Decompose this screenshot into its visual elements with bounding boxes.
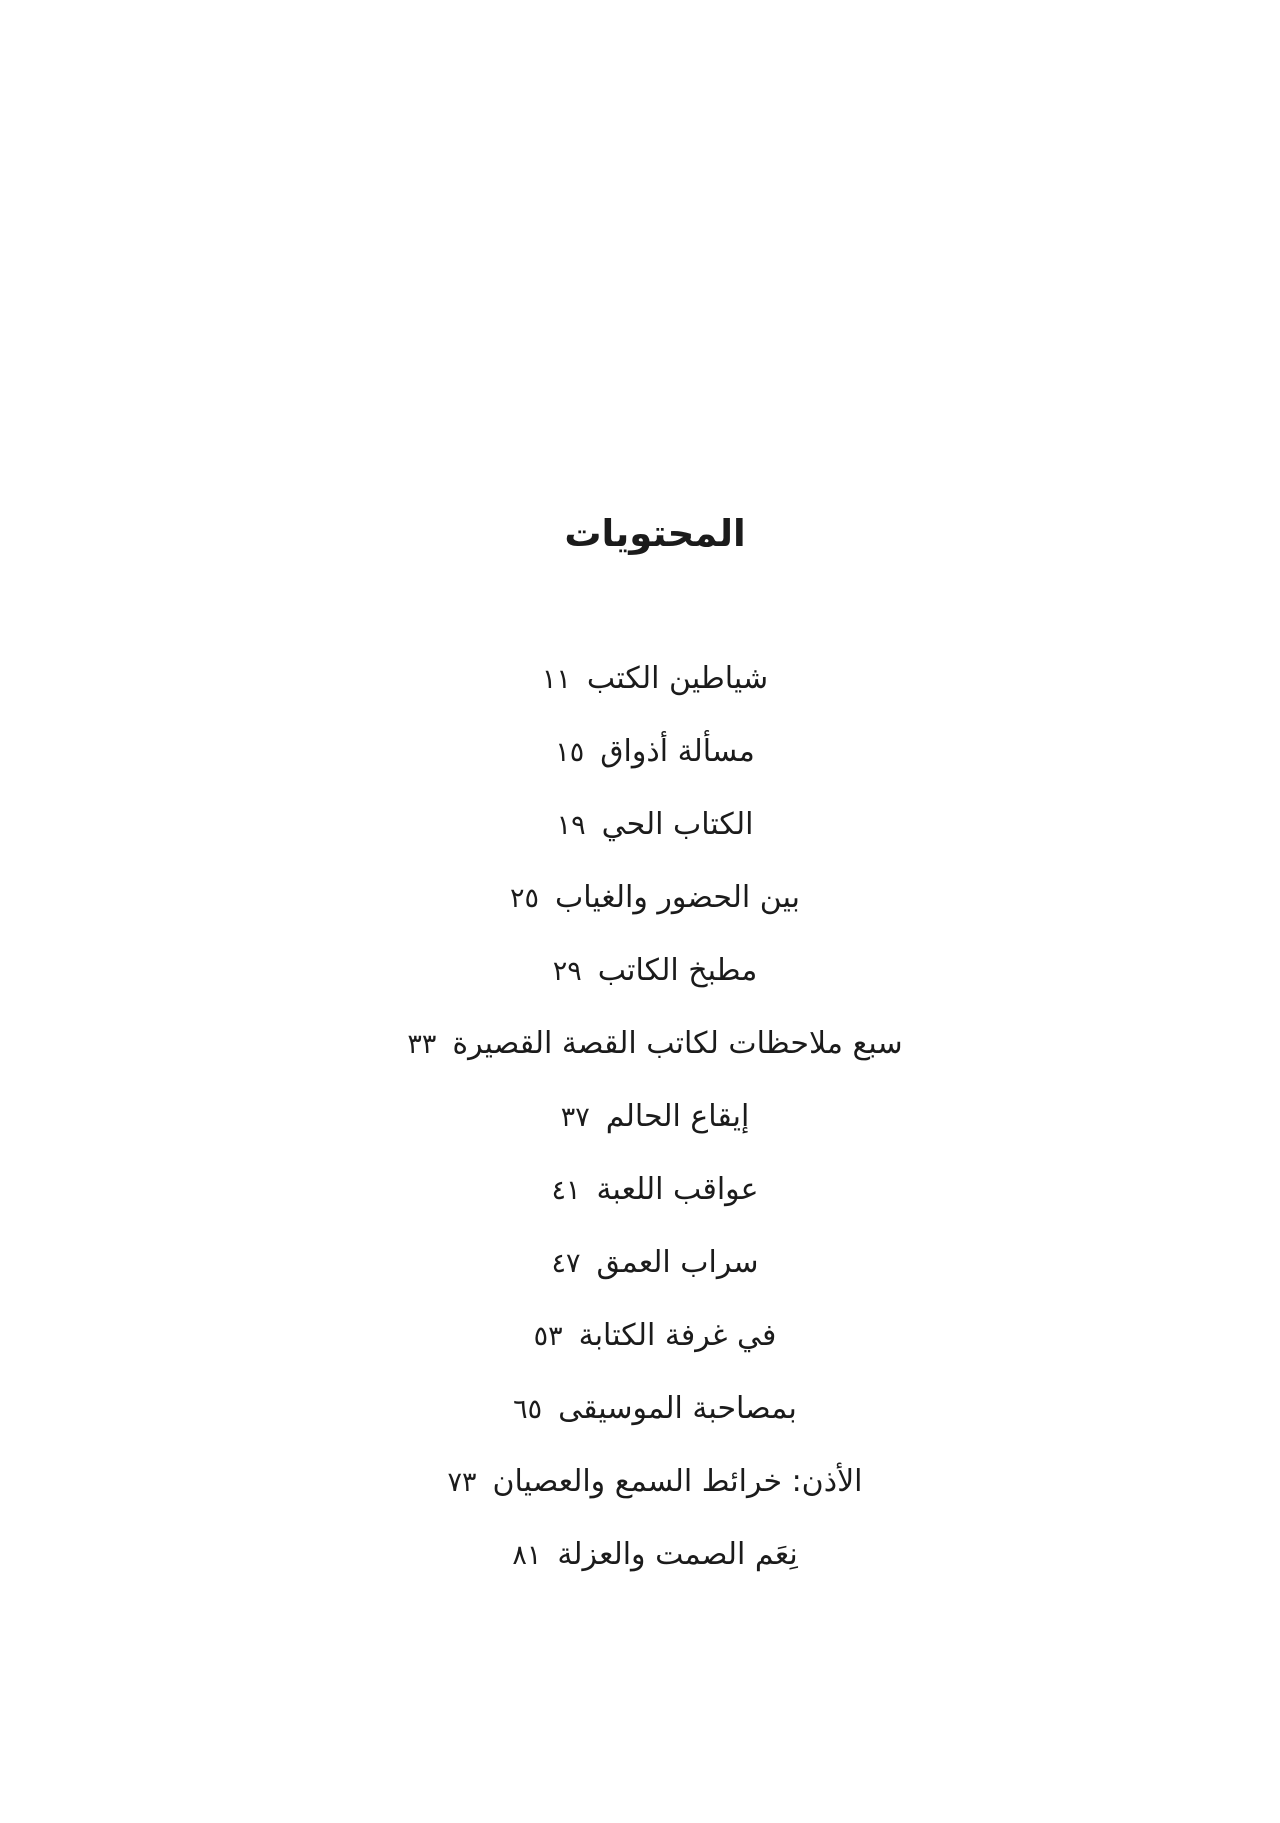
toc-entry — [30, 1518, 1280, 1591]
toc-list — [30, 642, 1280, 1591]
toc-entry — [30, 1372, 1280, 1445]
chapter-page-number: ١٥ — [555, 737, 585, 768]
toc-entry — [30, 1226, 1280, 1299]
chapter-page-number: ٢٥ — [509, 883, 539, 914]
chapter-title: إيقاع الحالم — [605, 1099, 750, 1134]
toc-entry — [30, 642, 1280, 715]
chapter-page-number: ٧٣ — [447, 1467, 477, 1498]
chapter-title: مسألة أذواق — [600, 734, 755, 769]
toc-entry — [30, 715, 1280, 788]
chapter-page-number: ١٩ — [556, 810, 586, 841]
chapter-title: الكتاب الحي — [601, 807, 754, 842]
chapter-title: عواقب اللعبة — [596, 1172, 759, 1207]
chapter-title: سراب العمق — [596, 1245, 759, 1280]
chapter-page-number: ٣٣ — [407, 1029, 437, 1060]
chapter-title: الأذن: خرائط السمع والعصيان — [492, 1464, 863, 1499]
chapter-page-number: ٢٩ — [552, 956, 582, 987]
chapter-title: سبع ملاحظات لكاتب القصة القصيرة — [452, 1026, 903, 1061]
toc-entry — [30, 1153, 1280, 1226]
toc-entry — [30, 1445, 1280, 1518]
chapter-title: شياطين الكتب — [586, 661, 769, 696]
toc-entry — [30, 1299, 1280, 1372]
chapter-page-number: ١١ — [541, 664, 571, 695]
chapter-title: بمصاحبة الموسيقى — [558, 1391, 797, 1426]
chapter-title: في غرفة الكتابة — [578, 1318, 777, 1353]
page-title: المحتويات — [564, 512, 746, 555]
chapter-page-number: ٦٥ — [513, 1394, 543, 1425]
chapter-page-number: ٣٧ — [560, 1102, 590, 1133]
chapter-page-number: ٤١ — [551, 1175, 581, 1206]
toc-entry — [30, 934, 1280, 1007]
chapter-page-number: ٤٧ — [551, 1248, 581, 1279]
toc-entry — [30, 1007, 1280, 1080]
chapter-page-number: ٥٣ — [533, 1321, 563, 1352]
chapter-title: مطبخ الكاتب — [597, 953, 758, 988]
chapter-title: نِعَم الصمت والعزلة — [557, 1537, 798, 1572]
toc-entry — [30, 861, 1280, 934]
toc-entry — [30, 788, 1280, 861]
toc-entry — [30, 1080, 1280, 1153]
chapter-page-number: ٨١ — [512, 1540, 542, 1571]
chapter-title: بين الحضور والغياب — [555, 880, 801, 915]
